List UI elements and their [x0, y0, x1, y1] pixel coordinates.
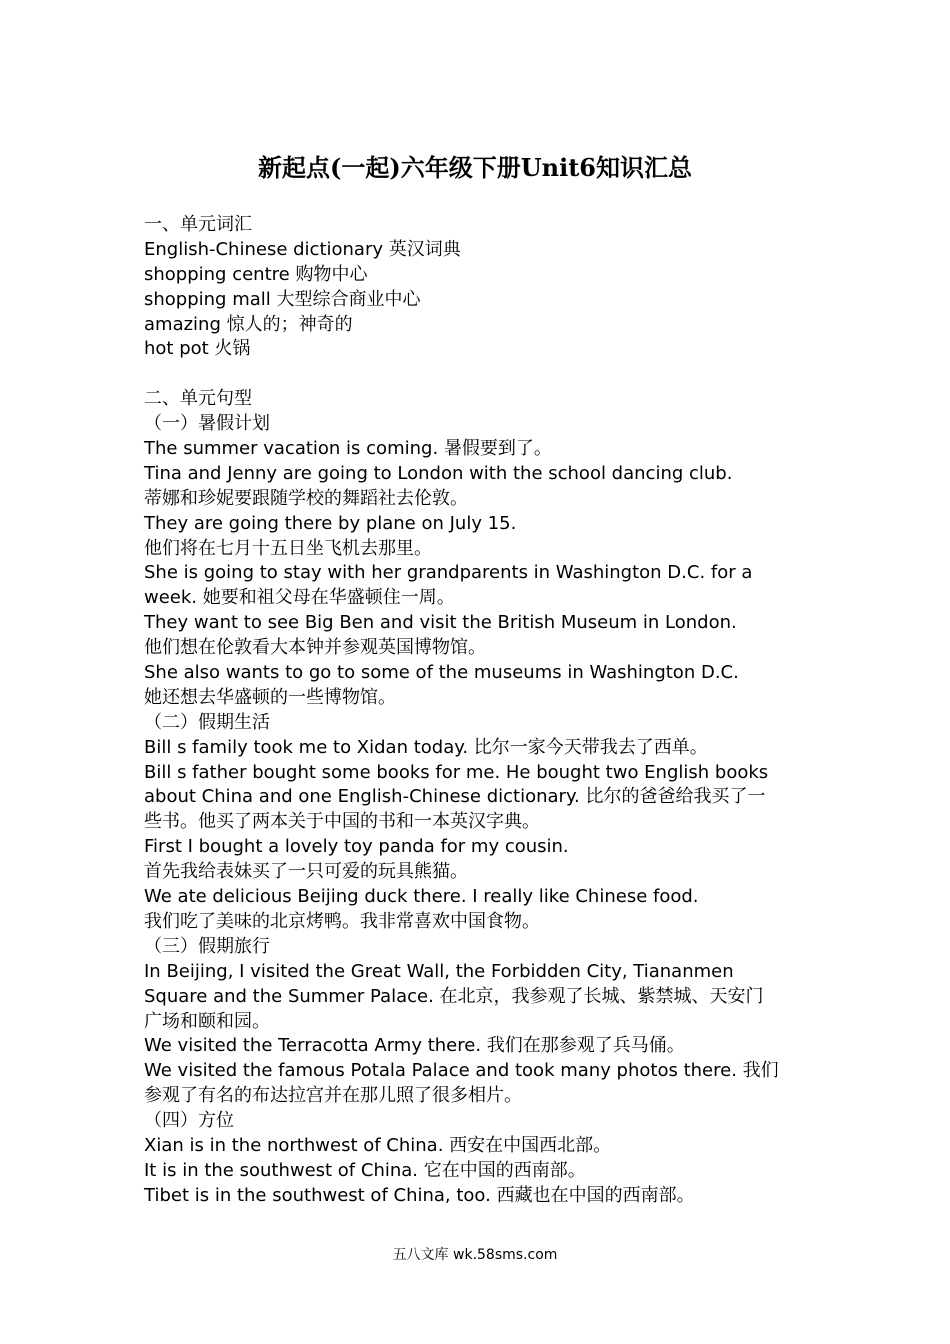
text-line: （一）暑假计划	[144, 413, 270, 435]
text-line: 我们吃了美味的北京烤鸭。我非常喜欢中国食物。	[144, 910, 540, 932]
text-line: Square and the Summer Palace. 在北京，我参观了长城、紫禁城、天安门	[144, 985, 764, 1007]
text-line: Bill s father bought some books for me. He bought two English books	[144, 761, 769, 783]
text-line: shopping mall 大型综合商业中心	[144, 288, 421, 310]
text-line: 她还想去华盛顿的一些博物馆。	[144, 686, 396, 708]
text-line: 蒂娜和珍妮要跟随学校的舞蹈社去伦敦。	[144, 487, 468, 509]
text-line: about China and one English-Chinese dictionary. 比尔的爸爸给我买了一	[144, 786, 766, 808]
text-line: （四）方位	[144, 1110, 234, 1132]
text-line: It is in the southwest of China. 它在中国的西南部。	[144, 1159, 586, 1181]
text-line: （三）假期旅行	[144, 935, 270, 957]
text-line: We ate delicious Beijing duck there. I really like Chinese food.	[144, 886, 699, 908]
text-line: The summer vacation is coming. 暑假要到了。	[144, 438, 552, 460]
text-line: hot pot 火锅	[144, 338, 251, 360]
document-title: 新起点(一起)六年级下册Unit6知识汇总	[258, 153, 692, 182]
text-line: English-Chinese dictionary 英汉词典	[144, 238, 461, 260]
text-line: （二）假期生活	[144, 711, 270, 733]
text-line: First I bought a lovely toy panda for my cousin.	[144, 836, 569, 858]
text-line: She is going to stay with her grandparents in Washington D.C. for a	[144, 562, 753, 584]
text-line: 广场和颐和园。	[144, 1010, 270, 1032]
document-body	[144, 213, 824, 1209]
blank-line	[144, 362, 824, 387]
text-line: Tina and Jenny are going to London with the school dancing club.	[144, 462, 733, 484]
text-line: She also wants to go to some of the museums in Washington D.C.	[144, 662, 739, 684]
text-line: 首先我给表妹买了一只可爱的玩具熊猫。	[144, 861, 468, 883]
text-line: They are going there by plane on July 15.	[144, 512, 517, 534]
text-line: Xian is in the northwest of China. 西安在中国西北部。	[144, 1134, 612, 1156]
text-line: 些书。他买了两本关于中国的书和一本英汉字典。	[144, 811, 540, 833]
text-line: 他们想在伦敦看大本钟并参观英国博物馆。	[144, 637, 486, 659]
text-line: We visited the Terracotta Army there. 我们在那参观了兵马俑。	[144, 1035, 685, 1057]
text-line: week. 她要和祖父母在华盛顿住一周。	[144, 587, 455, 609]
text-line: 他们将在七月十五日坐飞机去那里。	[144, 537, 432, 559]
text-line: Bill s family took me to Xidan today. 比尔一家今天带我去了西单。	[144, 736, 708, 758]
footer-watermark: 五八文库 wk.58sms.com	[392, 1247, 558, 1263]
text-line: 参观了有名的布达拉宫并在那儿照了很多相片。	[144, 1085, 522, 1107]
text-line: 一、单元词汇	[144, 214, 252, 235]
text-line: 二、单元句型	[144, 388, 252, 410]
text-line: shopping centre 购物中心	[144, 263, 368, 285]
text-line: We visited the famous Potala Palace and took many photos there. 我们	[144, 1060, 779, 1082]
text-line: In Beijing, I visited the Great Wall, the Forbidden City, Tiananmen	[144, 960, 734, 982]
text-line: amazing 惊人的；神奇的	[144, 313, 353, 335]
text-line: They want to see Big Ben and visit the British Museum in London.	[144, 612, 737, 634]
text-line: Tibet is in the southwest of China, too. 西藏也在中国的西南部。	[144, 1184, 695, 1206]
